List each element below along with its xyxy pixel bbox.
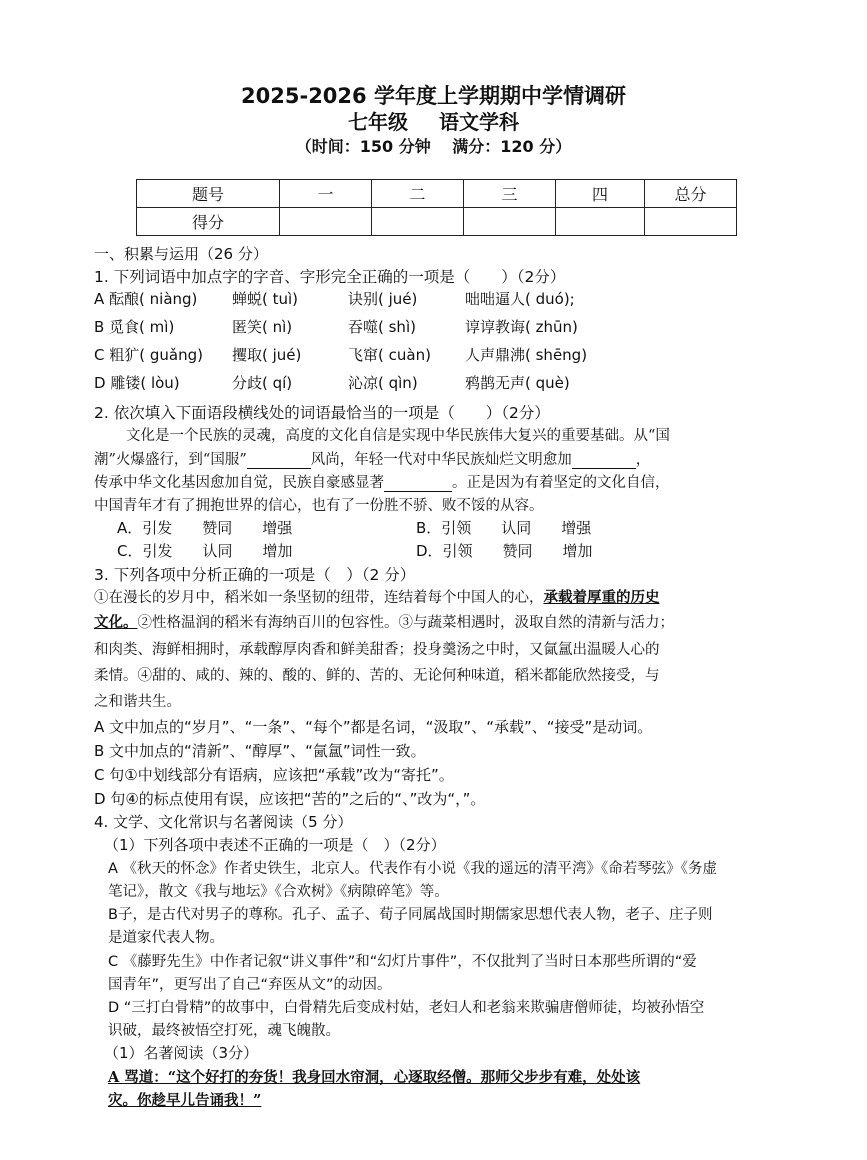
q2-option-c: C．引发 认同 增加 (117, 542, 293, 560)
question-4-stem: 4. 文学、文化常识与名著阅读（5 分） (94, 813, 353, 831)
q1-option-b4: 谆谆教诲( zhūn) (465, 318, 578, 336)
q3-option-b: B 文中加点的“清新”、“醇厚”、“氤氲”词性一致。 (94, 742, 426, 760)
q1-option-d1: D 雕镂( lòu) (94, 374, 180, 392)
q2-option-a: A．引发 赞同 增强 (117, 519, 293, 537)
score-table (136, 179, 737, 236)
q3-option-d: D 句④的标点使用有误，应该把“苦的”之后的“、”改为“，”。 (94, 790, 486, 808)
blank-3[interactable] (384, 475, 452, 492)
q1-option-c3: 飞窜( cuàn) (348, 346, 431, 364)
q4-option-line: B子，是古代对男子的尊称。孔子、孟子、荀子同属战国时期儒家思想代表人物，老子、庄子则 (108, 907, 713, 923)
q1-option-c1: C 粗犷( guǎng) (94, 346, 203, 364)
q3-passage-line: 柔情。④甜的、咸的、辣的、酸的、鲜的、苦的、无论何种味道，稻米都能欣然接受，与 (94, 668, 660, 684)
q2-option-d: D．引领 赞同 增加 (416, 542, 593, 560)
q1-option-b1: B 觅食( mì) (94, 318, 175, 336)
time-info: （时间：150 分钟 满分：120 分） (295, 137, 572, 156)
q3-underlined-text: 文化。 (94, 614, 138, 631)
q2-passage-text: ， (635, 452, 651, 468)
q3-passage-text: ②性格温润的稻米有海纳百川的包容性。③与蔬菜相遇时，汲取自然的清新与活力； (137, 615, 674, 631)
table-cell: 三 (464, 180, 556, 208)
q3-underlined-text: 承载着厚重的历史 (543, 589, 660, 606)
table-cell: 得分 (137, 208, 280, 236)
q2-option-b: B．引领 认同 增强 (416, 519, 592, 537)
q3-passage-line: 和肉类、海鲜相拥时，承载醇厚肉香和鲜美甜香；投身羹汤之中时，又氤氲出温暖人心的 (94, 642, 660, 658)
exam-subtitle (0, 106, 867, 135)
score-table-header-row (137, 180, 737, 208)
table-cell: 题号 (137, 180, 280, 208)
grade-label: 七年级 (348, 110, 409, 134)
table-cell: 四 (556, 180, 645, 208)
section-heading: 一、积累与运用（26 分） (94, 245, 268, 263)
q3-passage-line: 之和谐共生。 (94, 694, 181, 710)
q3-option-c: C 句①中划线部分有语病，应该把“承载”改为“寄托”。 (94, 766, 454, 784)
q4-option-line: A 《秋天的怀念》作者史铁生，北京人。代表作有小说《我的遥远的清平湾》《命若琴弦》《务虚 (108, 861, 718, 877)
q1-option-a4: 咄咄逼人( duó); (465, 290, 575, 308)
q3-passage-line (94, 586, 660, 607)
q1-option-a2: 蝉蜕( tuì) (232, 290, 299, 308)
q4-option-line: C 《藤野先生》中作者记叙“讲义事件”和“幻灯片事件”，不仅批判了当时日本那些所谓的“爱 (108, 954, 697, 970)
score-input-cell[interactable] (280, 208, 372, 236)
exam-title: 2025-2026 学年度上学期期中学情调研 (241, 84, 626, 108)
q4-sub2-stem: （1）名著阅读（3分） (104, 1044, 259, 1062)
q4-option-line: 笔记》，散文《我与地坛》《合欢树》《病隙碎笔》等。 (108, 884, 449, 900)
score-input-cell[interactable] (372, 208, 464, 236)
table-cell: 一 (280, 180, 372, 208)
question-2-stem: 2. 依次填入下面语段横线处的词语最恰当的一项是（ ）（2分） (94, 404, 550, 422)
q4-option-line: D “三打白骨精”的故事中，白骨精先后变成村姑，老妇人和老翁来欺骗唐僧师徒，均被孙悟空 (108, 1000, 705, 1016)
blank-2[interactable] (572, 452, 636, 469)
q1-option-d3: 沁凉( qìn) (348, 374, 418, 392)
subject-label: 语文学科 (438, 110, 519, 134)
q1-option-d2: 分歧( qí) (232, 374, 293, 392)
q2-passage-text: 传承中华文化基因愈加自觉，民族自豪感显著 (94, 475, 384, 491)
q4-quote-line: A 骂道：“这个好打的夯货！我身回水帘洞，心逐取经僧。那师父步步有难，处处该 (108, 1069, 641, 1086)
q4-option-line: 识破，最终被悟空打死，魂飞魄散。 (108, 1023, 340, 1039)
q2-passage-text: 潮”火爆盛行，到“国服” (94, 452, 247, 468)
question-1-stem: 1. 下列词语中加点字的字音、字形完全正确的一项是（ ）（2分） (94, 268, 566, 286)
q2-passage-line (94, 448, 650, 469)
q2-passage-line: 中国青年才有了拥抱世界的信心，也有了一份胜不骄、败不馁的从容。 (94, 498, 544, 514)
q2-passage-line: 文化是一个民族的灵魂，高度的文化自信是实现中华民族伟大复兴的重要基础。从“国 (126, 428, 670, 444)
q4-quote-line: 灾。你趁早儿告诵我！” (108, 1092, 262, 1109)
q1-option-c4: 人声鼎沸( shēng) (465, 346, 588, 364)
q1-option-a1: A 酝酿( niàng) (94, 290, 198, 308)
q4-option-line: 是道家代表人物。 (108, 930, 224, 946)
q4-sub1-stem: （1）下列各项中表述不正确的一项是（ ）（2分） (104, 836, 446, 854)
q3-passage-line (94, 611, 674, 632)
table-cell: 总分 (645, 180, 737, 208)
q1-option-b3: 吞噬( shì) (348, 318, 416, 336)
score-input-cell[interactable] (645, 208, 737, 236)
table-cell: 二 (372, 180, 464, 208)
q2-passage-text: 风尚，年轻一代对中华民族灿烂文明愈加 (310, 452, 572, 468)
q2-passage-line (94, 471, 670, 492)
q1-option-a3: 诀别( jué) (348, 290, 418, 308)
score-input-cell[interactable] (464, 208, 556, 236)
q2-passage-text: 。正是因为有着坚定的文化自信， (452, 475, 670, 491)
q1-option-b2: 匿笑( nì) (232, 318, 293, 336)
q3-passage-text: ①在漫长的岁月中，稻米如一条坚韧的纽带，连结着每个中国人的心， (94, 590, 544, 606)
q1-option-d4: 鸦鹊无声( què) (465, 374, 570, 392)
q1-option-c2: 攫取( jué) (232, 346, 302, 364)
q4-option-line: 国青年”，更写出了自己“弃医从文”的动因。 (108, 977, 392, 993)
question-3-stem: 3. 下列各项中分析正确的一项是（ ）（2 分） (94, 566, 416, 584)
score-table-score-row (137, 208, 737, 236)
q3-option-a: A 文中加点的“岁月”、“一条”、“每个”都是名词，“汲取”、“承载”、“接受”是动词。 (94, 718, 653, 736)
score-input-cell[interactable] (556, 208, 645, 236)
blank-1[interactable] (247, 452, 311, 469)
